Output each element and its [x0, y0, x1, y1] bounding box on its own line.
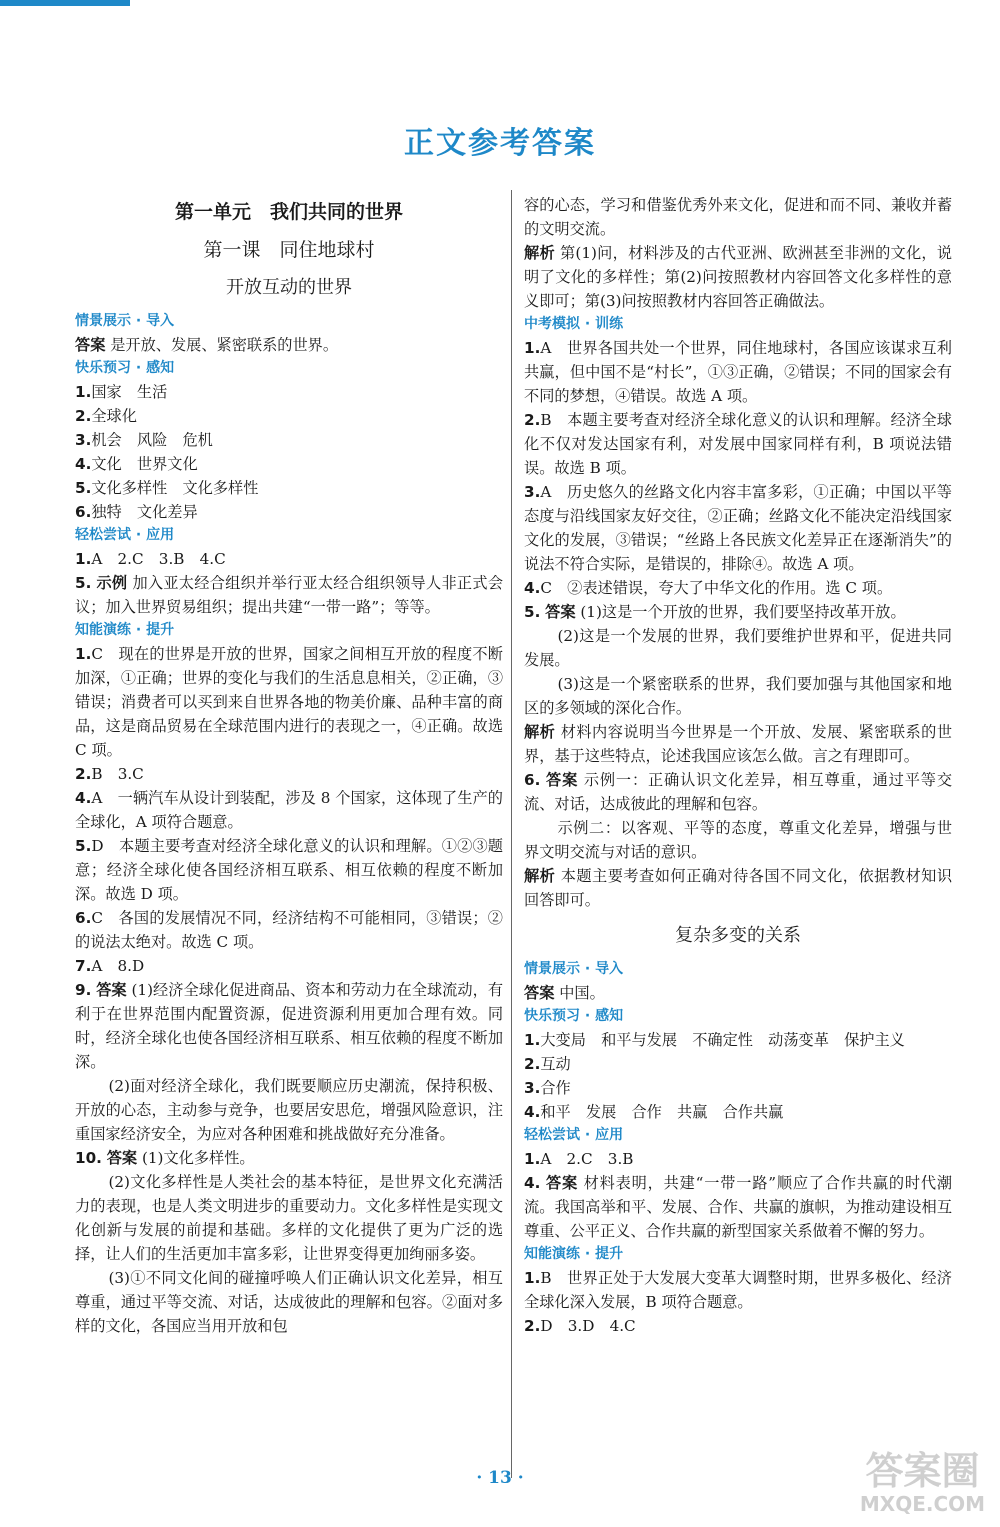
answer-item — [524, 1028, 952, 1052]
item-text: 是开放、发展、紧密联系的世界。 — [110, 336, 339, 354]
item-number: 5. — [75, 837, 92, 855]
item-text: A 2.C 3.B — [540, 1150, 634, 1168]
item-text: 中国。 — [559, 984, 605, 1002]
item-text: 第(1)问，材料涉及的古代亚洲、欧洲甚至非洲的文化，说明了文化的多样性；第(2)问按照教材内容回答文化多样性的意义即可；第(3)问按照教材内容回答正确做法。 — [524, 244, 953, 310]
subsection-label: 快乐预习 · 感知 — [524, 1008, 624, 1024]
section-title: 复杂多变的关系 — [675, 925, 801, 946]
item-text: (1)经济全球化促进商品、资本和劳动力在全球流动，有利于在世界范围内配置资源，促进资源利用更加合理有效。同时，经济全球化也使各国经济相互联系、相互依赖的程度不断加深。 — [75, 981, 504, 1071]
answer-item — [524, 576, 952, 600]
answer-paragraph: 示例二：以客观、平等的态度，尊重文化差异，增强与世界文明交流与对话的意识。 — [524, 819, 952, 861]
answer-item — [75, 333, 503, 357]
answer-paragraph: (2)这是一个发展的世界，我们要维护世界和平，促进共同发展。 — [524, 627, 952, 669]
item-text: 加入亚太经合组织并举行亚太经合组织领导人非正式会议；加入世界贸易组织；提出共建“一带一路”；等等。 — [75, 574, 504, 616]
answer-paragraph: (2)文化多样性是人类社会的基本特征，是世界文化充满活力的表现，也是人类文明进步的重要动力。文化多样性是实现文化创新与发展的前提和基础。多样的文化提供了更为广泛的选择，让人们的生活更加丰富多彩，让世界变得更加绚丽多姿。 — [75, 1173, 503, 1263]
answer-item — [75, 954, 503, 978]
item-number: 1. — [75, 383, 92, 401]
item-text: A 历史悠久的丝路文化内容丰富多彩，①正确；中国以平等态度与沿线国家友好交往，②正确；丝路文化不能决定沿线国家文化的发展，③错误；“丝路上各民族文化差异正在逐渐消失”的说法不符合实际，是错误的，排除④。故选 A 项。 — [524, 483, 952, 573]
subsection-label: 轻松尝试 · 应用 — [75, 527, 175, 543]
item-text: (1)文化多样性。 — [141, 1149, 255, 1167]
item-text: C 各国的发展情况不同，经济结构不可能相同，③错误；②的说法太绝对。故选 C 项。 — [75, 909, 503, 951]
answer-item — [524, 408, 952, 480]
answer-item — [524, 981, 952, 1005]
item-text: (1)这是一个开放的世界，我们要坚持改革开放。 — [580, 603, 906, 621]
answer-item — [75, 452, 503, 476]
item-number: 4. — [75, 455, 92, 473]
answer-item — [524, 480, 952, 576]
item-label: 示例 — [96, 574, 128, 592]
answer-item — [524, 600, 952, 624]
answer-item — [75, 476, 503, 500]
item-number: 6. — [75, 503, 92, 521]
item-number: 4. — [524, 1174, 541, 1192]
answer-item — [75, 834, 503, 906]
left-column — [75, 193, 503, 1338]
answer-item — [524, 768, 952, 816]
item-text: B 3.C — [91, 765, 144, 783]
answer-item — [524, 1147, 952, 1171]
item-number: 2. — [524, 1055, 541, 1073]
watermark-url: MXQE.COM — [859, 1492, 986, 1516]
item-number: 1. — [524, 1031, 541, 1049]
item-text: 互动 — [540, 1055, 571, 1073]
subsection-label: 快乐预习 · 感知 — [75, 360, 175, 376]
lesson-title: 第一课 同住地球村 — [203, 239, 375, 261]
answer-item — [75, 380, 503, 404]
answer-item — [75, 1146, 503, 1170]
subsection-label: 中考模拟 · 训练 — [524, 316, 624, 332]
item-text: B 本题主要考查对经济全球化意义的认识和理解。经济全球化不仅对发达国家有利，对发展中国家同样有利，B 项说法错误。故选 B 项。 — [524, 411, 952, 477]
right-column — [524, 193, 952, 1338]
item-label: 答案 — [546, 1174, 579, 1192]
answer-item — [75, 547, 503, 571]
answer-item — [75, 404, 503, 428]
answer-item — [524, 241, 952, 313]
item-number: 4. — [524, 579, 541, 597]
item-text: C 现在的世界是开放的世界，国家之间相互开放的程度不断加深，①正确；世界的变化与我们的生活息息相关，②正确，③错误；消费者可以买到来自世界各地的物美价廉、品种丰富的商品，这是商品贸易在全球范围内进行的表现之一，④正确。故选 C 项。 — [75, 645, 503, 759]
item-number: 4. — [75, 789, 92, 807]
item-text: D 3.D 4.C — [540, 1317, 636, 1335]
watermark-logo — [855, 1440, 990, 1520]
item-number: 1. — [524, 1150, 541, 1168]
item-text: D 本题主要考查对经济全球化意义的认识和理解。①②③题意；经济全球化使各国经济相互联系、相互依赖的程度不断加深。故选 D 项。 — [75, 837, 503, 903]
item-text: 独特 文化差异 — [91, 503, 198, 521]
left-column-body — [75, 276, 503, 1338]
item-label: 解析 — [524, 723, 556, 741]
item-number: 1. — [75, 645, 92, 663]
item-text: 文化多样性 文化多样性 — [91, 479, 259, 497]
column-divider — [511, 190, 512, 1478]
page-number: · 13 · — [476, 1468, 524, 1488]
answer-item — [75, 642, 503, 762]
right-column-body — [524, 193, 952, 1338]
item-text: 本题主要考查如何正确对待各国不同文化，依据教材知识回答即可。 — [524, 867, 953, 909]
item-number: 9. — [75, 981, 92, 999]
answer-item — [524, 1171, 952, 1243]
item-number: 3. — [524, 1079, 541, 1097]
item-text: 机会 风险 危机 — [91, 431, 213, 449]
section-title: 开放互动的世界 — [226, 277, 352, 298]
item-number: 10. — [75, 1149, 102, 1167]
watermark-text: 答案圈 — [865, 1449, 980, 1493]
item-label: 答案 — [96, 981, 127, 999]
item-number: 5. — [75, 574, 92, 592]
item-number: 1. — [524, 339, 541, 357]
item-number: 2. — [75, 407, 92, 425]
item-label: 答案 — [524, 984, 555, 1002]
answer-item — [524, 1076, 952, 1100]
item-text: 国家 生活 — [91, 383, 168, 401]
item-text: A 一辆汽车从设计到装配，涉及 8 个国家，这体现了生产的全球化，A 项符合题意。 — [75, 789, 503, 831]
item-text: A 世界各国共处一个世界，同住地球村，各国应该谋求互利共赢，但中国不是“村长”，①③正确，②错误；不同的国家会有不同的梦想，④错误。故选 A 项。 — [524, 339, 952, 405]
item-label: 解析 — [524, 244, 555, 262]
item-text: 材料内容说明当今世界是一个开放、发展、紧密联系的世界，基于这些特点，论述我国应该怎么做。言之有理即可。 — [524, 723, 953, 765]
answer-item — [75, 906, 503, 954]
answer-item — [524, 1266, 952, 1314]
item-text: 文化 世界文化 — [91, 455, 198, 473]
item-number: 3. — [75, 431, 92, 449]
subsection-label: 情景展示 · 导入 — [75, 313, 175, 329]
answer-paragraph: 容的心态，学习和借鉴优秀外来文化，促进和而不同、兼收并蓄的文明交流。 — [524, 196, 952, 238]
answer-item — [75, 428, 503, 452]
unit-title: 第一单元 我们共同的世界 — [174, 201, 403, 223]
item-label: 解析 — [524, 867, 556, 885]
answer-item — [75, 500, 503, 524]
answer-item — [524, 1314, 952, 1338]
item-text: 示例一：正确认识文化差异，相互尊重，通过平等交流、对话，达成彼此的理解和包容。 — [524, 771, 953, 813]
item-text: A 2.C 3.B 4.C — [91, 550, 226, 568]
item-number: 3. — [524, 483, 541, 501]
subsection-label: 轻松尝试 · 应用 — [524, 1127, 624, 1143]
item-label: 答案 — [545, 603, 576, 621]
item-number: 1. — [75, 550, 92, 568]
answer-paragraph: (2)面对经济全球化，我们既要顺应历史潮流，保持积极、开放的心态，主动参与竞争，也要居安思危，增强风险意识，注重国家经济安全，为应对各种困难和挑战做好充分准备。 — [75, 1077, 503, 1143]
answer-paragraph: (3)这是一个紧密联系的世界，我们要加强与其他国家和地区的多领域的深化合作。 — [524, 675, 952, 717]
item-number: 7. — [75, 957, 92, 975]
item-number: 5. — [524, 603, 541, 621]
top-color-bar — [0, 0, 130, 6]
answer-paragraph: (3)①不同文化间的碰撞呼唤人们正确认识文化差异，相互尊重，通过平等交流、对话，达成彼此的理解和包容。②面对多样的文化，各国应当用开放和包 — [75, 1269, 503, 1335]
item-label: 答案 — [75, 336, 106, 354]
item-text: C ②表述错误，夸大了中华文化的作用。选 C 项。 — [540, 579, 893, 597]
item-number: 5. — [75, 479, 92, 497]
item-number: 4. — [524, 1103, 541, 1121]
item-label: 答案 — [546, 771, 579, 789]
answer-item — [524, 1052, 952, 1076]
item-number: 6. — [75, 909, 92, 927]
answer-item — [524, 720, 952, 768]
item-text: 和平 发展 合作 共赢 合作共赢 — [540, 1103, 784, 1121]
item-number: 2. — [524, 1317, 541, 1335]
item-number: 1. — [524, 1269, 541, 1287]
item-text: 全球化 — [91, 407, 137, 425]
answer-item — [75, 978, 503, 1074]
subsection-label: 知能演练 · 提升 — [524, 1246, 624, 1262]
answer-item — [524, 864, 952, 912]
answer-item — [75, 786, 503, 834]
subsection-label: 知能演练 · 提升 — [75, 622, 175, 638]
page-title: 正文参考答案 — [404, 126, 596, 161]
item-number: 2. — [75, 765, 92, 783]
item-text: 材料表明，共建“一带一路”顺应了合作共赢的时代潮流。我国高举和平、发展、合作、共赢的旗帜，为推动建设相互尊重、公平正义、合作共赢的新型国家关系做着不懈的努力。 — [524, 1174, 953, 1240]
item-text: A 8.D — [91, 957, 145, 975]
subsection-label: 情景展示 · 导入 — [524, 961, 624, 977]
answer-item — [524, 1100, 952, 1124]
item-text: 合作 — [540, 1079, 571, 1097]
item-text: 大变局 和平与发展 不确定性 动荡变革 保护主义 — [540, 1031, 905, 1049]
item-label: 答案 — [106, 1149, 138, 1167]
item-text: B 世界正处于大发展大变革大调整时期，世界多极化、经济全球化深入发展，B 项符合题意。 — [524, 1269, 952, 1311]
item-number: 2. — [524, 411, 541, 429]
answer-item — [75, 571, 503, 619]
answer-item — [524, 336, 952, 408]
item-number: 6. — [524, 771, 541, 789]
answer-item — [75, 762, 503, 786]
